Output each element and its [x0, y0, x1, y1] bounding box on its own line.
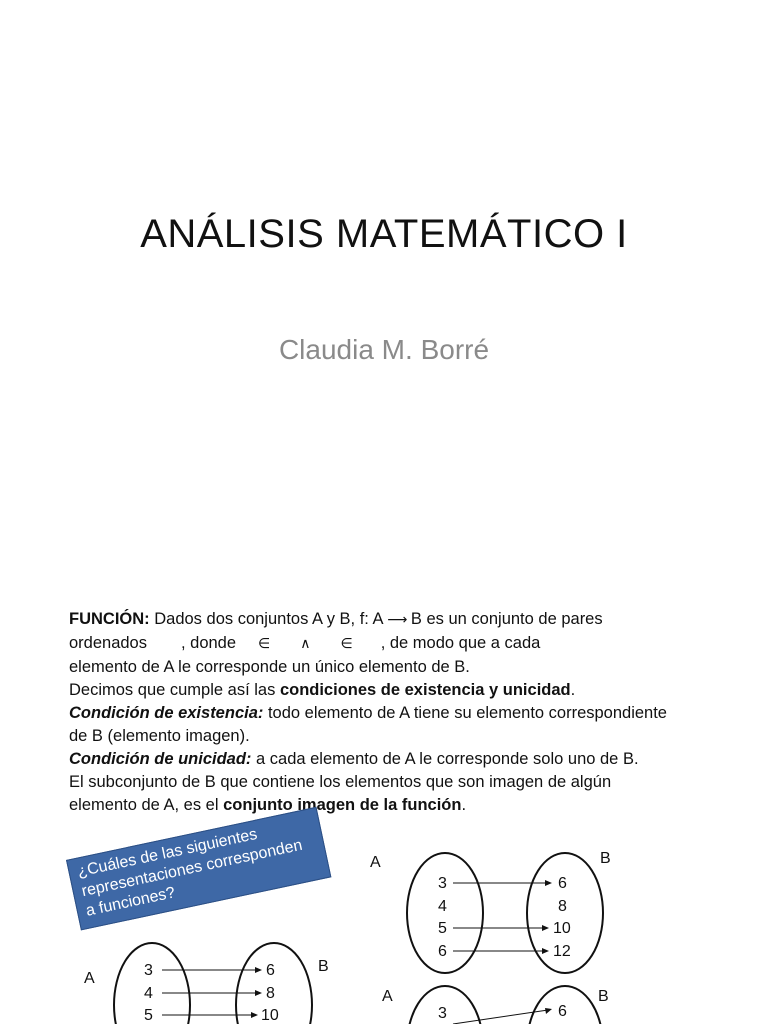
- b-value: 12: [553, 943, 571, 960]
- arrow-head: [542, 925, 549, 931]
- funcion-label: FUNCIÓN:: [69, 610, 150, 628]
- mapping-diagram-3-svg: [365, 980, 635, 1024]
- set-b-label: B: [318, 958, 329, 975]
- b-value: 10: [553, 920, 571, 937]
- arrow-head: [545, 1008, 552, 1014]
- and-symbol: ∧: [300, 636, 311, 652]
- set-b-label: B: [600, 850, 611, 867]
- a-value: 5: [144, 1007, 153, 1024]
- slide-subtitle: Claudia M. Borré: [278, 334, 490, 365]
- a-value: 4: [144, 985, 153, 1002]
- existence-condition: Condición de existencia: todo elemento de A tiene su elemento correspondiente de B (elemento imagen).: [69, 704, 667, 745]
- set-a-label: A: [84, 970, 95, 987]
- element-of-symbol: ∈: [258, 636, 271, 652]
- mapping-diagram-3: [365, 980, 635, 1024]
- mapping-diagram-1: [80, 940, 340, 1024]
- definition-line-2: ordenados , donde ∈ ∧ ∈ , de modo que a cada: [69, 632, 669, 656]
- mapping-diagram-1-svg: [80, 940, 340, 1024]
- a-value: 6: [438, 943, 447, 960]
- a-value: 3: [144, 962, 153, 979]
- b-value: 10: [261, 1007, 279, 1024]
- question-box: ¿Cuáles de las siguientes representaciones corresponden a funciones?: [66, 807, 331, 931]
- uniqueness-condition: Condición de unicidad: a cada elemento de A le corresponde solo uno de B.: [69, 750, 639, 768]
- arrow-head: [255, 990, 262, 996]
- slide-title: ANÁLISIS MATEMÁTICO I: [140, 212, 628, 256]
- set-b-label: B: [598, 988, 609, 1005]
- a-value: 3: [438, 875, 447, 892]
- set-a-label: A: [370, 854, 381, 871]
- b-value: 8: [558, 898, 567, 915]
- arrow-head: [545, 880, 552, 886]
- conditions-line: Decimos que cumple así las condiciones de existencia y unicidad.: [69, 681, 576, 699]
- mapping-diagram-2-svg: [365, 845, 635, 975]
- image-set-definition: El subconjunto de B que contiene los elementos que son imagen de algún elemento de A, es el conjunto imagen de la función.: [69, 773, 612, 814]
- a-value: 5: [438, 920, 447, 937]
- b-value: 8: [266, 985, 275, 1002]
- mapping-diagram-2: [365, 845, 635, 975]
- b-value: 6: [558, 875, 567, 892]
- element-of-symbol: ∈: [340, 636, 353, 652]
- definition-line-3: elemento de A le corresponde un único elemento de B.: [69, 658, 470, 676]
- b-value: 6: [558, 1003, 567, 1020]
- definition-line-1: FUNCIÓN: Dados dos conjuntos A y B, f: A ⟶ B es un conjunto de pares: [69, 608, 669, 632]
- arrow-head: [255, 967, 262, 973]
- mapping-arrow: [453, 1010, 548, 1024]
- definition-text: [69, 608, 669, 817]
- a-value: 3: [438, 1005, 447, 1022]
- arrow-head: [251, 1012, 258, 1018]
- b-value: 6: [266, 962, 275, 979]
- arrow-head: [542, 948, 549, 954]
- arrow-symbol: ⟶: [387, 612, 407, 628]
- set-a-label: A: [382, 988, 393, 1005]
- a-value: 4: [438, 898, 447, 915]
